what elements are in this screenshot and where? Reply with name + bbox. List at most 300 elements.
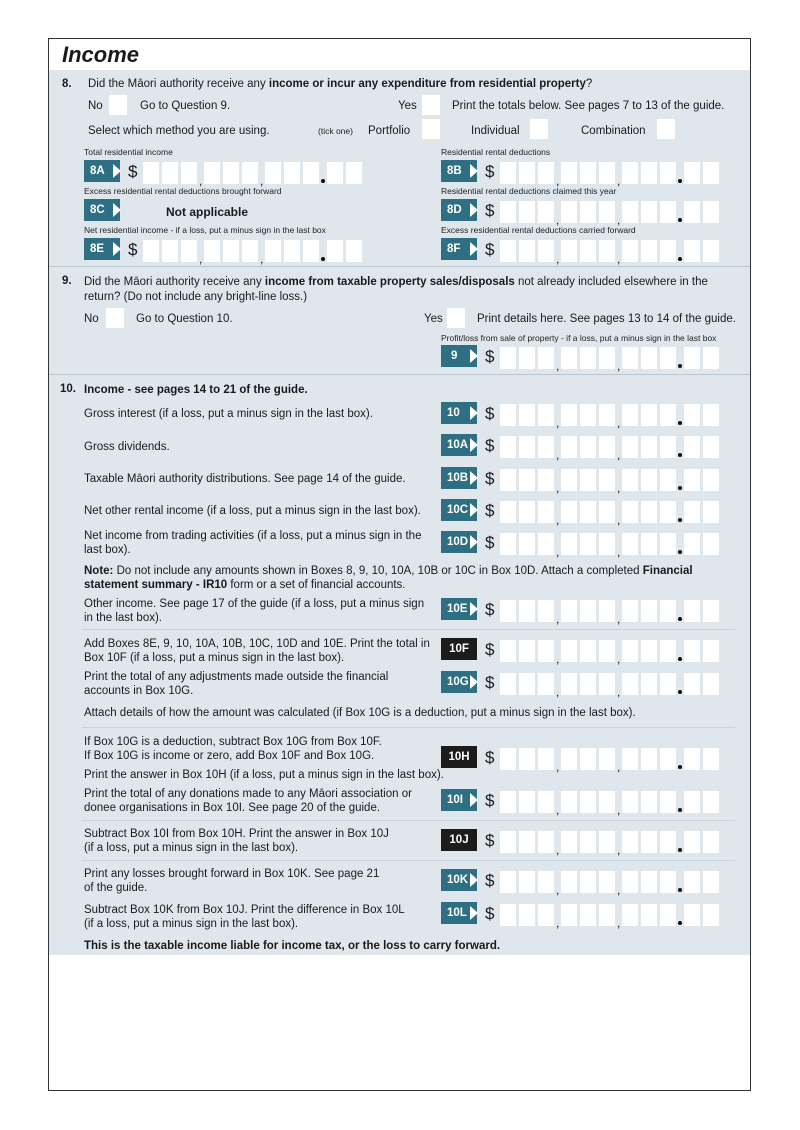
digit-box-10I[interactable] [519,791,535,813]
digit-box-10I[interactable] [622,791,638,813]
digit-box-10H[interactable] [561,748,577,770]
digit-box-10[interactable] [538,404,554,426]
box-label-10E: 10E [441,598,477,620]
digit-box-8E[interactable] [204,240,220,262]
thousands-separator-10G: , [617,685,621,699]
digit-box-8B[interactable] [641,162,657,184]
dollar-sign-8F: $ [485,240,495,259]
digit-box-10G[interactable] [703,673,719,695]
digit-box-10I[interactable] [538,791,554,813]
digit-box-10E[interactable] [641,600,657,622]
thousands-separator-10I: , [617,803,621,817]
digit-box-8B[interactable] [519,162,535,184]
digit-box-8D[interactable] [622,201,638,223]
thousands-separator-8F: , [556,252,560,266]
digit-box-10A[interactable] [641,436,657,458]
digit-box-10B[interactable] [500,469,516,491]
row-10L-text-2: (if a loss, put a minus sign in the last box). [84,918,299,930]
digit-box-8A[interactable] [143,162,159,184]
digit-box-10D[interactable] [684,533,700,555]
digit-box-8E[interactable] [327,240,343,262]
thousands-separator-10J: , [617,843,621,857]
digit-box-10H[interactable] [538,748,554,770]
digit-box-8E[interactable] [346,240,362,262]
row-10L-text-1: Subtract Box 10K from Box 10J. Print the difference in Box 10L [84,904,405,916]
thousands-separator-10H: , [556,760,560,774]
digit-box-10K[interactable] [538,871,554,893]
thousands-separator-10G: , [556,685,560,699]
row-10H-text-2: If Box 10G is income or zero, add Box 10F and Box 10G. [84,750,375,762]
digit-box-10D[interactable] [538,533,554,555]
thousands-separator-10K: , [617,883,621,897]
digit-box-10L[interactable] [622,904,638,926]
digit-box-10B[interactable] [660,469,676,491]
digit-box-8E[interactable] [242,240,258,262]
q8-tick-one: (tick one) [318,126,353,136]
digit-box-10E[interactable] [684,600,700,622]
digit-box-10A[interactable] [538,436,554,458]
digit-box-8D[interactable] [684,201,700,223]
digit-box-10B[interactable] [599,469,615,491]
thousands-separator-10F: , [617,652,621,666]
digit-box-10K[interactable] [641,871,657,893]
q8-yes-checkbox[interactable] [422,95,440,115]
q8-no-checkbox[interactable] [109,95,127,115]
digit-box-8B[interactable] [500,162,516,184]
digit-box-8A[interactable] [181,162,197,184]
digit-box-10I[interactable] [561,791,577,813]
row-10B-text: Taxable Māori authority distributions. See page 14 of the guide. [84,473,406,485]
digit-box-10H[interactable] [641,748,657,770]
dollar-sign-9: $ [485,347,495,366]
page-title: Income [62,42,140,67]
digit-box-8F[interactable] [561,240,577,262]
digit-box-10L[interactable] [641,904,657,926]
digit-box-10B[interactable] [561,469,577,491]
decimal-point-10J [678,848,682,852]
digit-box-9[interactable] [561,347,577,369]
digit-box-8F[interactable] [622,240,638,262]
dollar-sign-8A: $ [128,162,138,181]
digit-box-8F[interactable] [599,240,615,262]
thousands-separator-10C: , [556,513,560,527]
q10-number: 10. [60,383,76,395]
digit-box-8B[interactable] [660,162,676,184]
digit-box-10[interactable] [500,404,516,426]
dollar-sign-10A: $ [485,436,495,455]
box-label-10I: 10I [441,789,477,811]
digit-box-10K[interactable] [703,871,719,893]
digit-box-10F[interactable] [580,640,596,662]
digit-box-10G[interactable] [519,673,535,695]
digit-box-10B[interactable] [684,469,700,491]
digit-box-10D[interactable] [703,533,719,555]
digit-box-10A[interactable] [599,436,615,458]
digit-box-8F[interactable] [684,240,700,262]
digit-box-10[interactable] [599,404,615,426]
digit-box-10K[interactable] [580,871,596,893]
digit-box-8E[interactable] [162,240,178,262]
digit-box-8A[interactable] [284,162,300,184]
thousands-separator-8B: , [617,174,621,188]
digit-box-8B[interactable] [684,162,700,184]
digit-box-10L[interactable] [538,904,554,926]
digit-box-8D[interactable] [538,201,554,223]
digit-box-10C[interactable] [561,501,577,523]
decimal-point-10F [678,657,682,661]
digit-box-10C[interactable] [580,501,596,523]
digit-box-10J[interactable] [599,831,615,853]
digit-box-8D[interactable] [580,201,596,223]
digit-box-10G[interactable] [500,673,516,695]
dollar-sign-10F: $ [485,640,495,659]
digit-box-10I[interactable] [599,791,615,813]
digit-box-10E[interactable] [519,600,535,622]
digit-box-10D[interactable] [561,533,577,555]
digit-box-10H[interactable] [660,748,676,770]
digit-box-8F[interactable] [500,240,516,262]
dollar-sign-10I: $ [485,791,495,810]
digit-box-8A[interactable] [265,162,281,184]
digit-box-10H[interactable] [703,748,719,770]
thousands-separator-8F: , [617,252,621,266]
box-label-10: 10 [441,402,477,424]
digit-box-10H[interactable] [599,748,615,770]
digit-box-10G[interactable] [599,673,615,695]
digit-box-9[interactable] [599,347,615,369]
q9-question-line1: Did the Māori authority receive any income from taxable property sales/disposals not already included elsewhere in the [84,276,708,288]
digit-box-10[interactable] [684,404,700,426]
digit-box-10F[interactable] [684,640,700,662]
digit-box-10I[interactable] [500,791,516,813]
digit-box-10G[interactable] [538,673,554,695]
digit-box-10H[interactable] [684,748,700,770]
digit-box-8F[interactable] [703,240,719,262]
digit-box-10J[interactable] [561,831,577,853]
digit-box-10B[interactable] [703,469,719,491]
digit-box-10E[interactable] [538,600,554,622]
digit-box-8A[interactable] [223,162,239,184]
digit-box-10E[interactable] [660,600,676,622]
q10-note-line2: statement summary - IR10 form or a set of financial accounts. [84,579,406,591]
digit-box-10[interactable] [580,404,596,426]
box-label-10A: 10A [441,434,477,456]
row-10A-text: Gross dividends. [84,441,170,453]
digit-box-10C[interactable] [538,501,554,523]
digit-box-8A[interactable] [303,162,319,184]
digit-box-10H[interactable] [580,748,596,770]
thousands-separator-10: , [617,416,621,430]
digit-box-10C[interactable] [641,501,657,523]
digit-box-8B[interactable] [622,162,638,184]
q8-individual-checkbox[interactable] [530,119,548,139]
digit-box-10C[interactable] [660,501,676,523]
box-label-8E: 8E [84,238,120,260]
digit-box-10H[interactable] [500,748,516,770]
digit-box-10F[interactable] [538,640,554,662]
digit-box-8D[interactable] [660,201,676,223]
box-label-8C: 8C [84,199,120,221]
digit-box-10F[interactable] [641,640,657,662]
digit-box-10C[interactable] [599,501,615,523]
thousands-separator-8D: , [556,213,560,227]
digit-box-10J[interactable] [622,831,638,853]
digit-box-10G[interactable] [622,673,638,695]
digit-box-10L[interactable] [580,904,596,926]
caption-8E: Net residential income - if a loss, put a minus sign in the last box [84,225,326,235]
digit-box-8D[interactable] [519,201,535,223]
digit-box-10L[interactable] [599,904,615,926]
digit-box-10L[interactable] [660,904,676,926]
digit-box-10A[interactable] [500,436,516,458]
digit-box-10C[interactable] [622,501,638,523]
q9-number: 9. [62,275,72,287]
digit-box-10B[interactable] [519,469,535,491]
dollar-sign-10L: $ [485,904,495,923]
q8-question: Did the Māori authority receive any income or incur any expenditure from residential property? [88,78,593,90]
q8-no-goto: Go to Question 9. [140,100,231,112]
digit-box-10L[interactable] [500,904,516,926]
digit-box-10I[interactable] [703,791,719,813]
q8-portfolio-checkbox[interactable] [422,119,440,139]
digit-box-10K[interactable] [622,871,638,893]
box-8C-not-applicable: Not applicable [166,205,249,219]
digit-box-10H[interactable] [622,748,638,770]
digit-box-10L[interactable] [519,904,535,926]
decimal-point-10L [678,921,682,925]
digit-box-10A[interactable] [622,436,638,458]
digit-box-10I[interactable] [580,791,596,813]
row-10J-text-2: (if a loss, put a minus sign in the last box). [84,842,299,854]
digit-box-10I[interactable] [660,791,676,813]
digit-box-10K[interactable] [519,871,535,893]
digit-box-10L[interactable] [684,904,700,926]
digit-box-10D[interactable] [660,533,676,555]
decimal-point-8F [678,257,682,261]
digit-box-10E[interactable] [622,600,638,622]
box-label-10D: 10D [441,531,477,553]
digit-box-8B[interactable] [599,162,615,184]
digit-box-10J[interactable] [538,831,554,853]
digit-box-8A[interactable] [162,162,178,184]
row-10K-text-2: of the guide. [84,882,148,894]
dollar-sign-8E: $ [128,240,138,259]
digit-box-8B[interactable] [580,162,596,184]
thousands-separator-9: , [617,359,621,373]
digit-box-10B[interactable] [538,469,554,491]
digit-box-8A[interactable] [204,162,220,184]
digit-box-9[interactable] [703,347,719,369]
digit-box-8D[interactable] [703,201,719,223]
digit-box-9[interactable] [519,347,535,369]
digit-box-10D[interactable] [580,533,596,555]
caption-8A: Total residential income [84,147,173,157]
digit-box-10J[interactable] [641,831,657,853]
digit-box-10G[interactable] [641,673,657,695]
digit-box-10F[interactable] [599,640,615,662]
digit-box-10J[interactable] [660,831,676,853]
digit-box-8F[interactable] [580,240,596,262]
row-10I-text-2: donee organisations in Box 10I. See page 20 of the guide. [84,802,381,814]
digit-box-10A[interactable] [580,436,596,458]
digit-box-10[interactable] [641,404,657,426]
row-divider [82,727,735,728]
digit-box-10G[interactable] [561,673,577,695]
digit-box-10[interactable] [519,404,535,426]
row-10F-text-1: Add Boxes 8E, 9, 10, 10A, 10B, 10C, 10D and 10E. Print the total in [84,638,430,650]
digit-box-8E[interactable] [181,240,197,262]
digit-box-10H[interactable] [519,748,535,770]
digit-box-10[interactable] [622,404,638,426]
q9-yes-text: Print details here. See pages 13 to 14 of the guide. [477,313,736,325]
digit-box-8A[interactable] [327,162,343,184]
decimal-point-9 [678,364,682,368]
digit-box-10B[interactable] [641,469,657,491]
digit-box-10A[interactable] [703,436,719,458]
digit-box-9[interactable] [580,347,596,369]
digit-box-8E[interactable] [143,240,159,262]
q10-heading: Income - see pages 14 to 21 of the guide. [84,384,308,396]
digit-box-10I[interactable] [641,791,657,813]
digit-box-10J[interactable] [684,831,700,853]
digit-box-10J[interactable] [519,831,535,853]
digit-box-10D[interactable] [599,533,615,555]
digit-box-10L[interactable] [703,904,719,926]
digit-box-10F[interactable] [500,640,516,662]
digit-box-8D[interactable] [500,201,516,223]
digit-box-8B[interactable] [703,162,719,184]
q9-no-checkbox[interactable] [106,308,124,328]
digit-box-8E[interactable] [284,240,300,262]
digit-box-9[interactable] [500,347,516,369]
digit-box-10I[interactable] [684,791,700,813]
digit-box-10K[interactable] [561,871,577,893]
dollar-sign-10: $ [485,404,495,423]
digit-box-10G[interactable] [660,673,676,695]
digit-box-10F[interactable] [622,640,638,662]
digit-box-8F[interactable] [660,240,676,262]
digit-box-10J[interactable] [500,831,516,853]
digit-box-10E[interactable] [703,600,719,622]
digit-box-10K[interactable] [684,871,700,893]
digit-box-10B[interactable] [580,469,596,491]
digit-box-10D[interactable] [622,533,638,555]
dollar-sign-10J: $ [485,831,495,850]
dollar-sign-8D: $ [485,201,495,220]
digit-box-10B[interactable] [622,469,638,491]
digit-box-10J[interactable] [703,831,719,853]
thousands-separator-10B: , [617,481,621,495]
q8-yes-text: Print the totals below. See pages 7 to 13 of the guide. [452,100,725,112]
q10-attach-text: Attach details of how the amount was calculated (if Box 10G is a deduction, put a minus sign in the last box). [84,707,636,719]
box-label-8F: 8F [441,238,477,260]
digit-box-10D[interactable] [641,533,657,555]
digit-box-9[interactable] [622,347,638,369]
digit-box-9[interactable] [538,347,554,369]
digit-box-10E[interactable] [580,600,596,622]
digit-box-10E[interactable] [561,600,577,622]
digit-box-8F[interactable] [519,240,535,262]
q8-method-individual: Individual [471,125,520,137]
caption-9: Profit/loss from sale of property - if a loss, put a minus sign in the last box [441,333,717,343]
digit-box-9[interactable] [641,347,657,369]
digit-box-10E[interactable] [500,600,516,622]
thousands-separator-10L: , [556,916,560,930]
digit-box-10[interactable] [703,404,719,426]
thousands-separator-8E: , [199,252,203,266]
row-10K-text-1: Print any losses brought forward in Box 10K. See page 21 [84,868,380,880]
box-label-10F: 10F [441,638,477,660]
digit-box-10K[interactable] [599,871,615,893]
digit-box-10J[interactable] [580,831,596,853]
digit-box-10A[interactable] [684,436,700,458]
decimal-point-8D [678,218,682,222]
thousands-separator-10K: , [556,883,560,897]
digit-box-10A[interactable] [660,436,676,458]
thousands-separator-8D: , [617,213,621,227]
digit-box-8D[interactable] [599,201,615,223]
digit-box-8B[interactable] [538,162,554,184]
digit-box-10A[interactable] [519,436,535,458]
digit-box-10K[interactable] [500,871,516,893]
digit-box-8A[interactable] [346,162,362,184]
digit-box-8E[interactable] [303,240,319,262]
digit-box-10D[interactable] [519,533,535,555]
digit-box-9[interactable] [660,347,676,369]
digit-box-8F[interactable] [641,240,657,262]
digit-box-10G[interactable] [684,673,700,695]
thousands-separator-10C: , [617,513,621,527]
digit-box-8A[interactable] [242,162,258,184]
digit-box-8B[interactable] [561,162,577,184]
digit-box-10F[interactable] [519,640,535,662]
thousands-separator-10A: , [617,448,621,462]
decimal-point-10C [678,518,682,522]
decimal-point-10E [678,617,682,621]
digit-box-8E[interactable] [265,240,281,262]
q8-number: 8. [62,78,72,90]
digit-box-10L[interactable] [561,904,577,926]
box-label-10C: 10C [441,499,477,521]
q8-combination-checkbox[interactable] [657,119,675,139]
q8-no-label: No [88,100,103,112]
box-label-10G: 10G [441,671,477,693]
digit-box-10[interactable] [660,404,676,426]
digit-box-10D[interactable] [500,533,516,555]
digit-box-10K[interactable] [660,871,676,893]
digit-box-10G[interactable] [580,673,596,695]
digit-box-8D[interactable] [641,201,657,223]
digit-box-8E[interactable] [223,240,239,262]
digit-box-10F[interactable] [660,640,676,662]
dollar-sign-10C: $ [485,501,495,520]
digit-box-8F[interactable] [538,240,554,262]
digit-box-8D[interactable] [561,201,577,223]
digit-box-10E[interactable] [599,600,615,622]
digit-box-10C[interactable] [684,501,700,523]
digit-box-10C[interactable] [500,501,516,523]
digit-box-10F[interactable] [561,640,577,662]
caption-8C: Excess residential rental deductions brought forward [84,186,282,196]
digit-box-9[interactable] [684,347,700,369]
q9-yes-checkbox[interactable] [447,308,465,328]
digit-box-10C[interactable] [519,501,535,523]
digit-box-10F[interactable] [703,640,719,662]
digit-box-10C[interactable] [703,501,719,523]
digit-box-10[interactable] [561,404,577,426]
row-10C-text: Net other rental income (if a loss, put a minus sign in the last box). [84,505,421,517]
digit-box-10A[interactable] [561,436,577,458]
